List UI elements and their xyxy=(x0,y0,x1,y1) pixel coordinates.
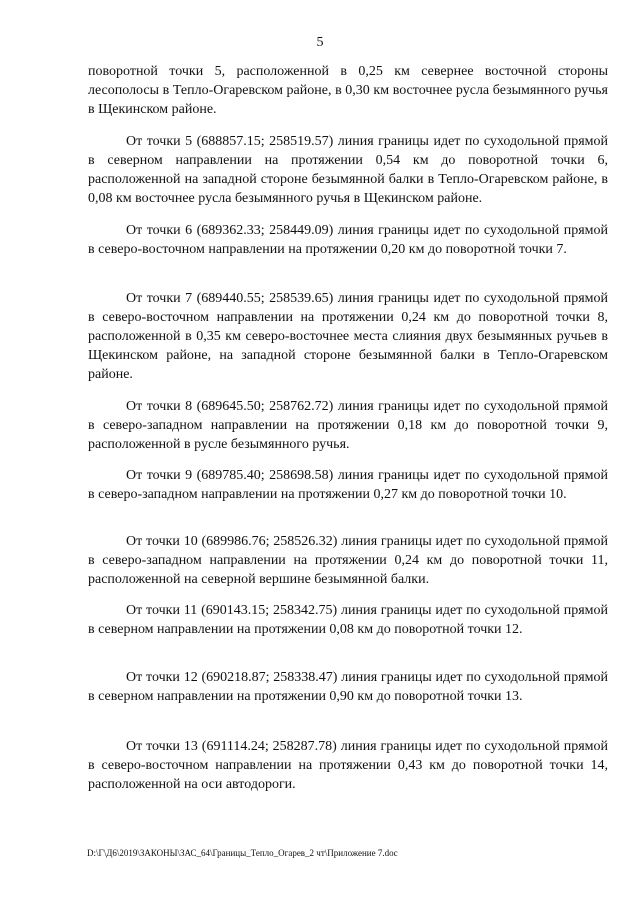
paragraph-point-5: От точки 5 (688857.15; 258519.57) линия границы идет по суходольной прямой в северном направлении на протяжении 0,54 км до поворотной точки 6, расположенной на западной стороне безымянной балки в Тепло-Огаревском районе, в 0,08 км восточнее русла безымянного ручья в Щекинском районе. xyxy=(88,134,608,206)
paragraph-continuation: поворотной точки 5, расположенной в 0,25 км севернее восточной стороны лесополосы в Тепло-Огаревском районе, в 0,30 км восточнее русла безымянного ручья в Щекинском районе. xyxy=(88,64,608,117)
paragraph-point-10: От точки 10 (689986.76; 258526.32) линия границы идет по суходольной прямой в северо-западном направлении на протяжении 0,24 км до поворотной точки 11, расположенной на северной вершине безымянной балки. xyxy=(88,534,608,587)
paragraph-point-11: От точки 11 (690143.15; 258342.75) линия границы идет по суходольной прямой в северном направлении на протяжении 0,08 км до поворотной точки 12. xyxy=(88,603,608,637)
paragraph-point-9: От точки 9 (689785.40; 258698.58) линия границы идет по суходольной прямой в северо-западном направлении на протяжении 0,27 км до поворотной точки 10. xyxy=(88,468,608,502)
paragraph-point-7: От точки 7 (689440.55; 258539.65) линия границы идет по суходольной прямой в северо-восточном направлении на протяжении 0,24 км до поворотной точки 8, расположенной в 0,35 км северо-восточнее места слияния двух безымянных ручьев в Щекинском районе, на западной стороне безымянной балки в Тепло-Огаревском районе. xyxy=(88,291,608,382)
paragraph-point-8: От точки 8 (689645.50; 258762.72) линия границы идет по суходольной прямой в северо-западном направлении на протяжении 0,18 км до поворотной точки 9, расположенной в русле безымянного ручья. xyxy=(88,399,608,452)
paragraph-point-6: От точки 6 (689362.33; 258449.09) линия границы идет по суходольной прямой в северо-восточном направлении на протяжении 0,20 км до поворотной точки 7. xyxy=(88,223,608,257)
paragraph-point-13: От точки 13 (691114.24; 258287.78) линия границы идет по суходольной прямой в северо-восточном направлении на протяжении 0,43 км до поворотной точки 14, расположенной на оси автодороги. xyxy=(88,739,608,792)
footer-file-path: D:\Г\Д6\2019\ЗАКОНЫ\ЗАС_64\Границы_Тепло_Огарев_2 чт\Приложение 7.doc xyxy=(87,848,398,858)
page-number: 5 xyxy=(316,35,324,50)
paragraph-point-12: От точки 12 (690218.87; 258338.47) линия границы идет по суходольной прямой в северном направлении на протяжении 0,90 км до поворотной точки 13. xyxy=(88,670,608,704)
